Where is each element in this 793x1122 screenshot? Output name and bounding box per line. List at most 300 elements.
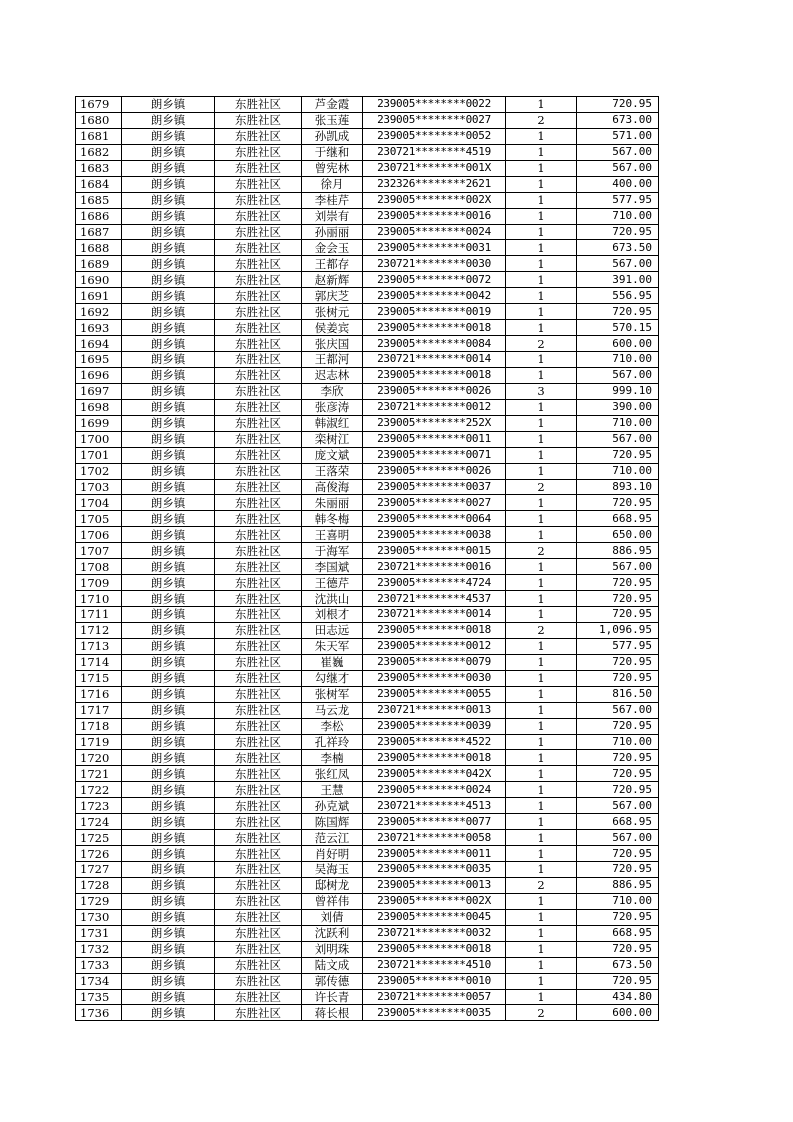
table-row bbox=[76, 176, 659, 192]
table-row bbox=[76, 638, 659, 654]
town-cell: 朗乡镇 bbox=[122, 607, 215, 623]
row-number: 1733 bbox=[76, 957, 122, 973]
id-number-cell: 239005********0072 bbox=[363, 272, 506, 288]
name-cell: 徐月 bbox=[302, 176, 363, 192]
community-cell: 东胜社区 bbox=[215, 957, 302, 973]
row-number: 1694 bbox=[76, 336, 122, 352]
row-number: 1717 bbox=[76, 702, 122, 718]
household-count-cell: 1 bbox=[506, 607, 577, 623]
id-number-cell: 239005********0018 bbox=[363, 367, 506, 383]
name-cell: 邸树龙 bbox=[302, 877, 363, 893]
amount-cell: 710.00 bbox=[577, 352, 659, 368]
amount-cell: 720.95 bbox=[577, 718, 659, 734]
table-row bbox=[76, 702, 659, 718]
town-cell: 朗乡镇 bbox=[122, 272, 215, 288]
amount-cell: 577.95 bbox=[577, 638, 659, 654]
community-cell: 东胜社区 bbox=[215, 383, 302, 399]
name-cell: 芦金霞 bbox=[302, 97, 363, 113]
community-cell: 东胜社区 bbox=[215, 495, 302, 511]
amount-cell: 720.95 bbox=[577, 304, 659, 320]
id-number-cell: 239005********4724 bbox=[363, 575, 506, 591]
table-row bbox=[76, 670, 659, 686]
town-cell: 朗乡镇 bbox=[122, 718, 215, 734]
table-row bbox=[76, 559, 659, 575]
table-row bbox=[76, 160, 659, 176]
table-row bbox=[76, 973, 659, 989]
amount-cell: 886.95 bbox=[577, 877, 659, 893]
household-count-cell: 1 bbox=[506, 782, 577, 798]
amount-cell: 720.95 bbox=[577, 495, 659, 511]
id-number-cell: 230721********4513 bbox=[363, 798, 506, 814]
row-number: 1731 bbox=[76, 925, 122, 941]
town-cell: 朗乡镇 bbox=[122, 909, 215, 925]
household-count-cell: 1 bbox=[506, 431, 577, 447]
town-cell: 朗乡镇 bbox=[122, 479, 215, 495]
row-number: 1693 bbox=[76, 320, 122, 336]
row-number: 1714 bbox=[76, 654, 122, 670]
community-cell: 东胜社区 bbox=[215, 479, 302, 495]
name-cell: 马云龙 bbox=[302, 702, 363, 718]
household-count-cell: 1 bbox=[506, 304, 577, 320]
amount-cell: 1,096.95 bbox=[577, 622, 659, 638]
row-number: 1682 bbox=[76, 144, 122, 160]
id-number-cell: 239005********0027 bbox=[363, 495, 506, 511]
household-count-cell: 1 bbox=[506, 240, 577, 256]
row-number: 1705 bbox=[76, 511, 122, 527]
amount-cell: 567.00 bbox=[577, 559, 659, 575]
table-row bbox=[76, 718, 659, 734]
name-cell: 王都河 bbox=[302, 352, 363, 368]
household-count-cell: 1 bbox=[506, 638, 577, 654]
community-cell: 东胜社区 bbox=[215, 304, 302, 320]
row-number: 1695 bbox=[76, 352, 122, 368]
household-count-cell: 1 bbox=[506, 208, 577, 224]
amount-cell: 710.00 bbox=[577, 415, 659, 431]
name-cell: 沈跃利 bbox=[302, 925, 363, 941]
id-number-cell: 230721********0013 bbox=[363, 702, 506, 718]
amount-cell: 720.95 bbox=[577, 575, 659, 591]
name-cell: 沈洪山 bbox=[302, 591, 363, 607]
community-cell: 东胜社区 bbox=[215, 288, 302, 304]
table-row bbox=[76, 846, 659, 862]
row-number: 1691 bbox=[76, 288, 122, 304]
id-number-cell: 239005********0013 bbox=[363, 877, 506, 893]
town-cell: 朗乡镇 bbox=[122, 256, 215, 272]
table-row bbox=[76, 654, 659, 670]
community-cell: 东胜社区 bbox=[215, 575, 302, 591]
row-number: 1735 bbox=[76, 989, 122, 1005]
amount-cell: 668.95 bbox=[577, 814, 659, 830]
row-number: 1732 bbox=[76, 941, 122, 957]
household-count-cell: 1 bbox=[506, 830, 577, 846]
household-count-cell: 1 bbox=[506, 527, 577, 543]
name-cell: 李桂芹 bbox=[302, 192, 363, 208]
id-number-cell: 230721********0014 bbox=[363, 352, 506, 368]
id-number-cell: 239005********0011 bbox=[363, 846, 506, 862]
table-row bbox=[76, 543, 659, 559]
household-count-cell: 1 bbox=[506, 686, 577, 702]
name-cell: 高俊海 bbox=[302, 479, 363, 495]
table-row bbox=[76, 192, 659, 208]
community-cell: 东胜社区 bbox=[215, 734, 302, 750]
id-number-cell: 239005********0071 bbox=[363, 447, 506, 463]
id-number-cell: 239005********0027 bbox=[363, 112, 506, 128]
table-row bbox=[76, 144, 659, 160]
row-number: 1686 bbox=[76, 208, 122, 224]
amount-cell: 673.50 bbox=[577, 240, 659, 256]
name-cell: 陈国辉 bbox=[302, 814, 363, 830]
name-cell: 王德芹 bbox=[302, 575, 363, 591]
amount-cell: 720.95 bbox=[577, 909, 659, 925]
community-cell: 东胜社区 bbox=[215, 320, 302, 336]
table-row bbox=[76, 893, 659, 909]
table-row bbox=[76, 431, 659, 447]
table-row bbox=[76, 256, 659, 272]
household-count-cell: 1 bbox=[506, 862, 577, 878]
name-cell: 王都存 bbox=[302, 256, 363, 272]
row-number: 1723 bbox=[76, 798, 122, 814]
household-count-cell: 1 bbox=[506, 352, 577, 368]
table-row bbox=[76, 320, 659, 336]
household-count-cell: 1 bbox=[506, 320, 577, 336]
table-row bbox=[76, 877, 659, 893]
id-number-cell: 230721********4519 bbox=[363, 144, 506, 160]
table-body bbox=[76, 97, 659, 1021]
name-cell: 孙丽丽 bbox=[302, 224, 363, 240]
amount-cell: 600.00 bbox=[577, 336, 659, 352]
community-cell: 东胜社区 bbox=[215, 399, 302, 415]
amount-cell: 673.00 bbox=[577, 112, 659, 128]
name-cell: 于海军 bbox=[302, 543, 363, 559]
community-cell: 东胜社区 bbox=[215, 240, 302, 256]
name-cell: 金会玉 bbox=[302, 240, 363, 256]
community-cell: 东胜社区 bbox=[215, 862, 302, 878]
amount-cell: 710.00 bbox=[577, 734, 659, 750]
name-cell: 肖好明 bbox=[302, 846, 363, 862]
name-cell: 侯姜宾 bbox=[302, 320, 363, 336]
town-cell: 朗乡镇 bbox=[122, 591, 215, 607]
town-cell: 朗乡镇 bbox=[122, 97, 215, 113]
town-cell: 朗乡镇 bbox=[122, 782, 215, 798]
row-number: 1692 bbox=[76, 304, 122, 320]
household-count-cell: 1 bbox=[506, 272, 577, 288]
table-row bbox=[76, 957, 659, 973]
table-row bbox=[76, 479, 659, 495]
amount-cell: 577.95 bbox=[577, 192, 659, 208]
name-cell: 田志远 bbox=[302, 622, 363, 638]
id-number-cell: 239005********0035 bbox=[363, 1005, 506, 1021]
row-number: 1715 bbox=[76, 670, 122, 686]
community-cell: 东胜社区 bbox=[215, 256, 302, 272]
town-cell: 朗乡镇 bbox=[122, 941, 215, 957]
community-cell: 东胜社区 bbox=[215, 336, 302, 352]
household-count-cell: 1 bbox=[506, 941, 577, 957]
id-number-cell: 239005********0018 bbox=[363, 750, 506, 766]
household-count-cell: 2 bbox=[506, 112, 577, 128]
amount-cell: 571.00 bbox=[577, 128, 659, 144]
amount-cell: 816.50 bbox=[577, 686, 659, 702]
household-count-cell: 1 bbox=[506, 511, 577, 527]
town-cell: 朗乡镇 bbox=[122, 750, 215, 766]
id-number-cell: 232326********2621 bbox=[363, 176, 506, 192]
name-cell: 郭传德 bbox=[302, 973, 363, 989]
name-cell: 曾祥伟 bbox=[302, 893, 363, 909]
community-cell: 东胜社区 bbox=[215, 367, 302, 383]
row-number: 1736 bbox=[76, 1005, 122, 1021]
town-cell: 朗乡镇 bbox=[122, 862, 215, 878]
table-row bbox=[76, 925, 659, 941]
community-cell: 东胜社区 bbox=[215, 814, 302, 830]
town-cell: 朗乡镇 bbox=[122, 1005, 215, 1021]
roster-table bbox=[75, 96, 659, 1021]
town-cell: 朗乡镇 bbox=[122, 192, 215, 208]
row-number: 1700 bbox=[76, 431, 122, 447]
id-number-cell: 239005********0018 bbox=[363, 320, 506, 336]
table-row bbox=[76, 591, 659, 607]
id-number-cell: 239005********0038 bbox=[363, 527, 506, 543]
household-count-cell: 1 bbox=[506, 909, 577, 925]
community-cell: 东胜社区 bbox=[215, 415, 302, 431]
amount-cell: 570.15 bbox=[577, 320, 659, 336]
id-number-cell: 239005********0026 bbox=[363, 463, 506, 479]
name-cell: 张玉莲 bbox=[302, 112, 363, 128]
id-number-cell: 230721********4537 bbox=[363, 591, 506, 607]
id-number-cell: 230721********0058 bbox=[363, 830, 506, 846]
row-number: 1696 bbox=[76, 367, 122, 383]
town-cell: 朗乡镇 bbox=[122, 224, 215, 240]
community-cell: 东胜社区 bbox=[215, 989, 302, 1005]
household-count-cell: 1 bbox=[506, 256, 577, 272]
town-cell: 朗乡镇 bbox=[122, 399, 215, 415]
household-count-cell: 1 bbox=[506, 893, 577, 909]
household-count-cell: 1 bbox=[506, 766, 577, 782]
name-cell: 张庆国 bbox=[302, 336, 363, 352]
row-number: 1708 bbox=[76, 559, 122, 575]
table-row bbox=[76, 766, 659, 782]
community-cell: 东胜社区 bbox=[215, 941, 302, 957]
table-row bbox=[76, 447, 659, 463]
table-row bbox=[76, 814, 659, 830]
row-number: 1681 bbox=[76, 128, 122, 144]
name-cell: 曾宪林 bbox=[302, 160, 363, 176]
id-number-cell: 230721********001X bbox=[363, 160, 506, 176]
table-row bbox=[76, 622, 659, 638]
name-cell: 于继和 bbox=[302, 144, 363, 160]
name-cell: 李国斌 bbox=[302, 559, 363, 575]
community-cell: 东胜社区 bbox=[215, 208, 302, 224]
row-number: 1734 bbox=[76, 973, 122, 989]
table-row bbox=[76, 511, 659, 527]
id-number-cell: 239005********0035 bbox=[363, 862, 506, 878]
name-cell: 崔巍 bbox=[302, 654, 363, 670]
household-count-cell: 1 bbox=[506, 798, 577, 814]
row-number: 1680 bbox=[76, 112, 122, 128]
id-number-cell: 230721********0030 bbox=[363, 256, 506, 272]
community-cell: 东胜社区 bbox=[215, 607, 302, 623]
row-number: 1729 bbox=[76, 893, 122, 909]
name-cell: 韩冬梅 bbox=[302, 511, 363, 527]
household-count-cell: 1 bbox=[506, 288, 577, 304]
amount-cell: 650.00 bbox=[577, 527, 659, 543]
community-cell: 东胜社区 bbox=[215, 511, 302, 527]
name-cell: 张树元 bbox=[302, 304, 363, 320]
amount-cell: 391.00 bbox=[577, 272, 659, 288]
table-row bbox=[76, 607, 659, 623]
id-number-cell: 239005********0026 bbox=[363, 383, 506, 399]
row-number: 1718 bbox=[76, 718, 122, 734]
household-count-cell: 1 bbox=[506, 718, 577, 734]
table-row bbox=[76, 1005, 659, 1021]
table-row bbox=[76, 240, 659, 256]
row-number: 1701 bbox=[76, 447, 122, 463]
amount-cell: 567.00 bbox=[577, 798, 659, 814]
row-number: 1726 bbox=[76, 846, 122, 862]
town-cell: 朗乡镇 bbox=[122, 144, 215, 160]
community-cell: 东胜社区 bbox=[215, 766, 302, 782]
household-count-cell: 1 bbox=[506, 144, 577, 160]
row-number: 1703 bbox=[76, 479, 122, 495]
town-cell: 朗乡镇 bbox=[122, 989, 215, 1005]
name-cell: 栾树江 bbox=[302, 431, 363, 447]
amount-cell: 886.95 bbox=[577, 543, 659, 559]
table-row bbox=[76, 782, 659, 798]
town-cell: 朗乡镇 bbox=[122, 575, 215, 591]
community-cell: 东胜社区 bbox=[215, 112, 302, 128]
town-cell: 朗乡镇 bbox=[122, 893, 215, 909]
amount-cell: 720.95 bbox=[577, 224, 659, 240]
community-cell: 东胜社区 bbox=[215, 1005, 302, 1021]
table-row bbox=[76, 367, 659, 383]
id-number-cell: 239005********0011 bbox=[363, 431, 506, 447]
community-cell: 东胜社区 bbox=[215, 718, 302, 734]
row-number: 1727 bbox=[76, 862, 122, 878]
household-count-cell: 1 bbox=[506, 925, 577, 941]
household-count-cell: 2 bbox=[506, 543, 577, 559]
row-number: 1687 bbox=[76, 224, 122, 240]
name-cell: 许长青 bbox=[302, 989, 363, 1005]
town-cell: 朗乡镇 bbox=[122, 320, 215, 336]
name-cell: 王落荣 bbox=[302, 463, 363, 479]
town-cell: 朗乡镇 bbox=[122, 160, 215, 176]
row-number: 1713 bbox=[76, 638, 122, 654]
household-count-cell: 2 bbox=[506, 622, 577, 638]
row-number: 1722 bbox=[76, 782, 122, 798]
household-count-cell: 2 bbox=[506, 479, 577, 495]
amount-cell: 720.95 bbox=[577, 607, 659, 623]
community-cell: 东胜社区 bbox=[215, 128, 302, 144]
community-cell: 东胜社区 bbox=[215, 973, 302, 989]
table-row bbox=[76, 798, 659, 814]
id-number-cell: 239005********0022 bbox=[363, 97, 506, 113]
name-cell: 陆文成 bbox=[302, 957, 363, 973]
household-count-cell: 1 bbox=[506, 192, 577, 208]
row-number: 1707 bbox=[76, 543, 122, 559]
household-count-cell: 1 bbox=[506, 989, 577, 1005]
amount-cell: 720.95 bbox=[577, 846, 659, 862]
table-row bbox=[76, 336, 659, 352]
id-number-cell: 239005********042X bbox=[363, 766, 506, 782]
row-number: 1728 bbox=[76, 877, 122, 893]
town-cell: 朗乡镇 bbox=[122, 973, 215, 989]
id-number-cell: 239005********0018 bbox=[363, 941, 506, 957]
id-number-cell: 230721********0014 bbox=[363, 607, 506, 623]
name-cell: 范云江 bbox=[302, 830, 363, 846]
town-cell: 朗乡镇 bbox=[122, 814, 215, 830]
amount-cell: 999.10 bbox=[577, 383, 659, 399]
community-cell: 东胜社区 bbox=[215, 463, 302, 479]
town-cell: 朗乡镇 bbox=[122, 766, 215, 782]
amount-cell: 600.00 bbox=[577, 1005, 659, 1021]
id-number-cell: 239005********0037 bbox=[363, 479, 506, 495]
row-number: 1689 bbox=[76, 256, 122, 272]
town-cell: 朗乡镇 bbox=[122, 559, 215, 575]
amount-cell: 400.00 bbox=[577, 176, 659, 192]
id-number-cell: 239005********0024 bbox=[363, 224, 506, 240]
id-number-cell: 239005********0016 bbox=[363, 208, 506, 224]
row-number: 1690 bbox=[76, 272, 122, 288]
table-row bbox=[76, 208, 659, 224]
id-number-cell: 239005********0055 bbox=[363, 686, 506, 702]
town-cell: 朗乡镇 bbox=[122, 304, 215, 320]
name-cell: 刘倩 bbox=[302, 909, 363, 925]
community-cell: 东胜社区 bbox=[215, 527, 302, 543]
id-number-cell: 230721********0032 bbox=[363, 925, 506, 941]
town-cell: 朗乡镇 bbox=[122, 415, 215, 431]
id-number-cell: 239005********0042 bbox=[363, 288, 506, 304]
id-number-cell: 239005********0012 bbox=[363, 638, 506, 654]
table-row bbox=[76, 989, 659, 1005]
community-cell: 东胜社区 bbox=[215, 559, 302, 575]
row-number: 1688 bbox=[76, 240, 122, 256]
name-cell: 张红凤 bbox=[302, 766, 363, 782]
town-cell: 朗乡镇 bbox=[122, 527, 215, 543]
amount-cell: 720.95 bbox=[577, 591, 659, 607]
amount-cell: 720.95 bbox=[577, 941, 659, 957]
household-count-cell: 1 bbox=[506, 734, 577, 750]
id-number-cell: 239005********0019 bbox=[363, 304, 506, 320]
id-number-cell: 239005********0045 bbox=[363, 909, 506, 925]
amount-cell: 434.80 bbox=[577, 989, 659, 1005]
name-cell: 朱天军 bbox=[302, 638, 363, 654]
table-row bbox=[76, 575, 659, 591]
name-cell: 刘明珠 bbox=[302, 941, 363, 957]
name-cell: 张树军 bbox=[302, 686, 363, 702]
table-row bbox=[76, 112, 659, 128]
community-cell: 东胜社区 bbox=[215, 846, 302, 862]
id-number-cell: 239005********0077 bbox=[363, 814, 506, 830]
amount-cell: 720.95 bbox=[577, 782, 659, 798]
table-row bbox=[76, 909, 659, 925]
community-cell: 东胜社区 bbox=[215, 925, 302, 941]
town-cell: 朗乡镇 bbox=[122, 925, 215, 941]
table-row bbox=[76, 97, 659, 113]
id-number-cell: 239005********0010 bbox=[363, 973, 506, 989]
id-number-cell: 239005********0018 bbox=[363, 622, 506, 638]
row-number: 1679 bbox=[76, 97, 122, 113]
row-number: 1725 bbox=[76, 830, 122, 846]
town-cell: 朗乡镇 bbox=[122, 638, 215, 654]
community-cell: 东胜社区 bbox=[215, 272, 302, 288]
community-cell: 东胜社区 bbox=[215, 638, 302, 654]
town-cell: 朗乡镇 bbox=[122, 543, 215, 559]
community-cell: 东胜社区 bbox=[215, 192, 302, 208]
name-cell: 王慧 bbox=[302, 782, 363, 798]
town-cell: 朗乡镇 bbox=[122, 670, 215, 686]
community-cell: 东胜社区 bbox=[215, 352, 302, 368]
table-row bbox=[76, 128, 659, 144]
id-number-cell: 239005********0079 bbox=[363, 654, 506, 670]
town-cell: 朗乡镇 bbox=[122, 702, 215, 718]
